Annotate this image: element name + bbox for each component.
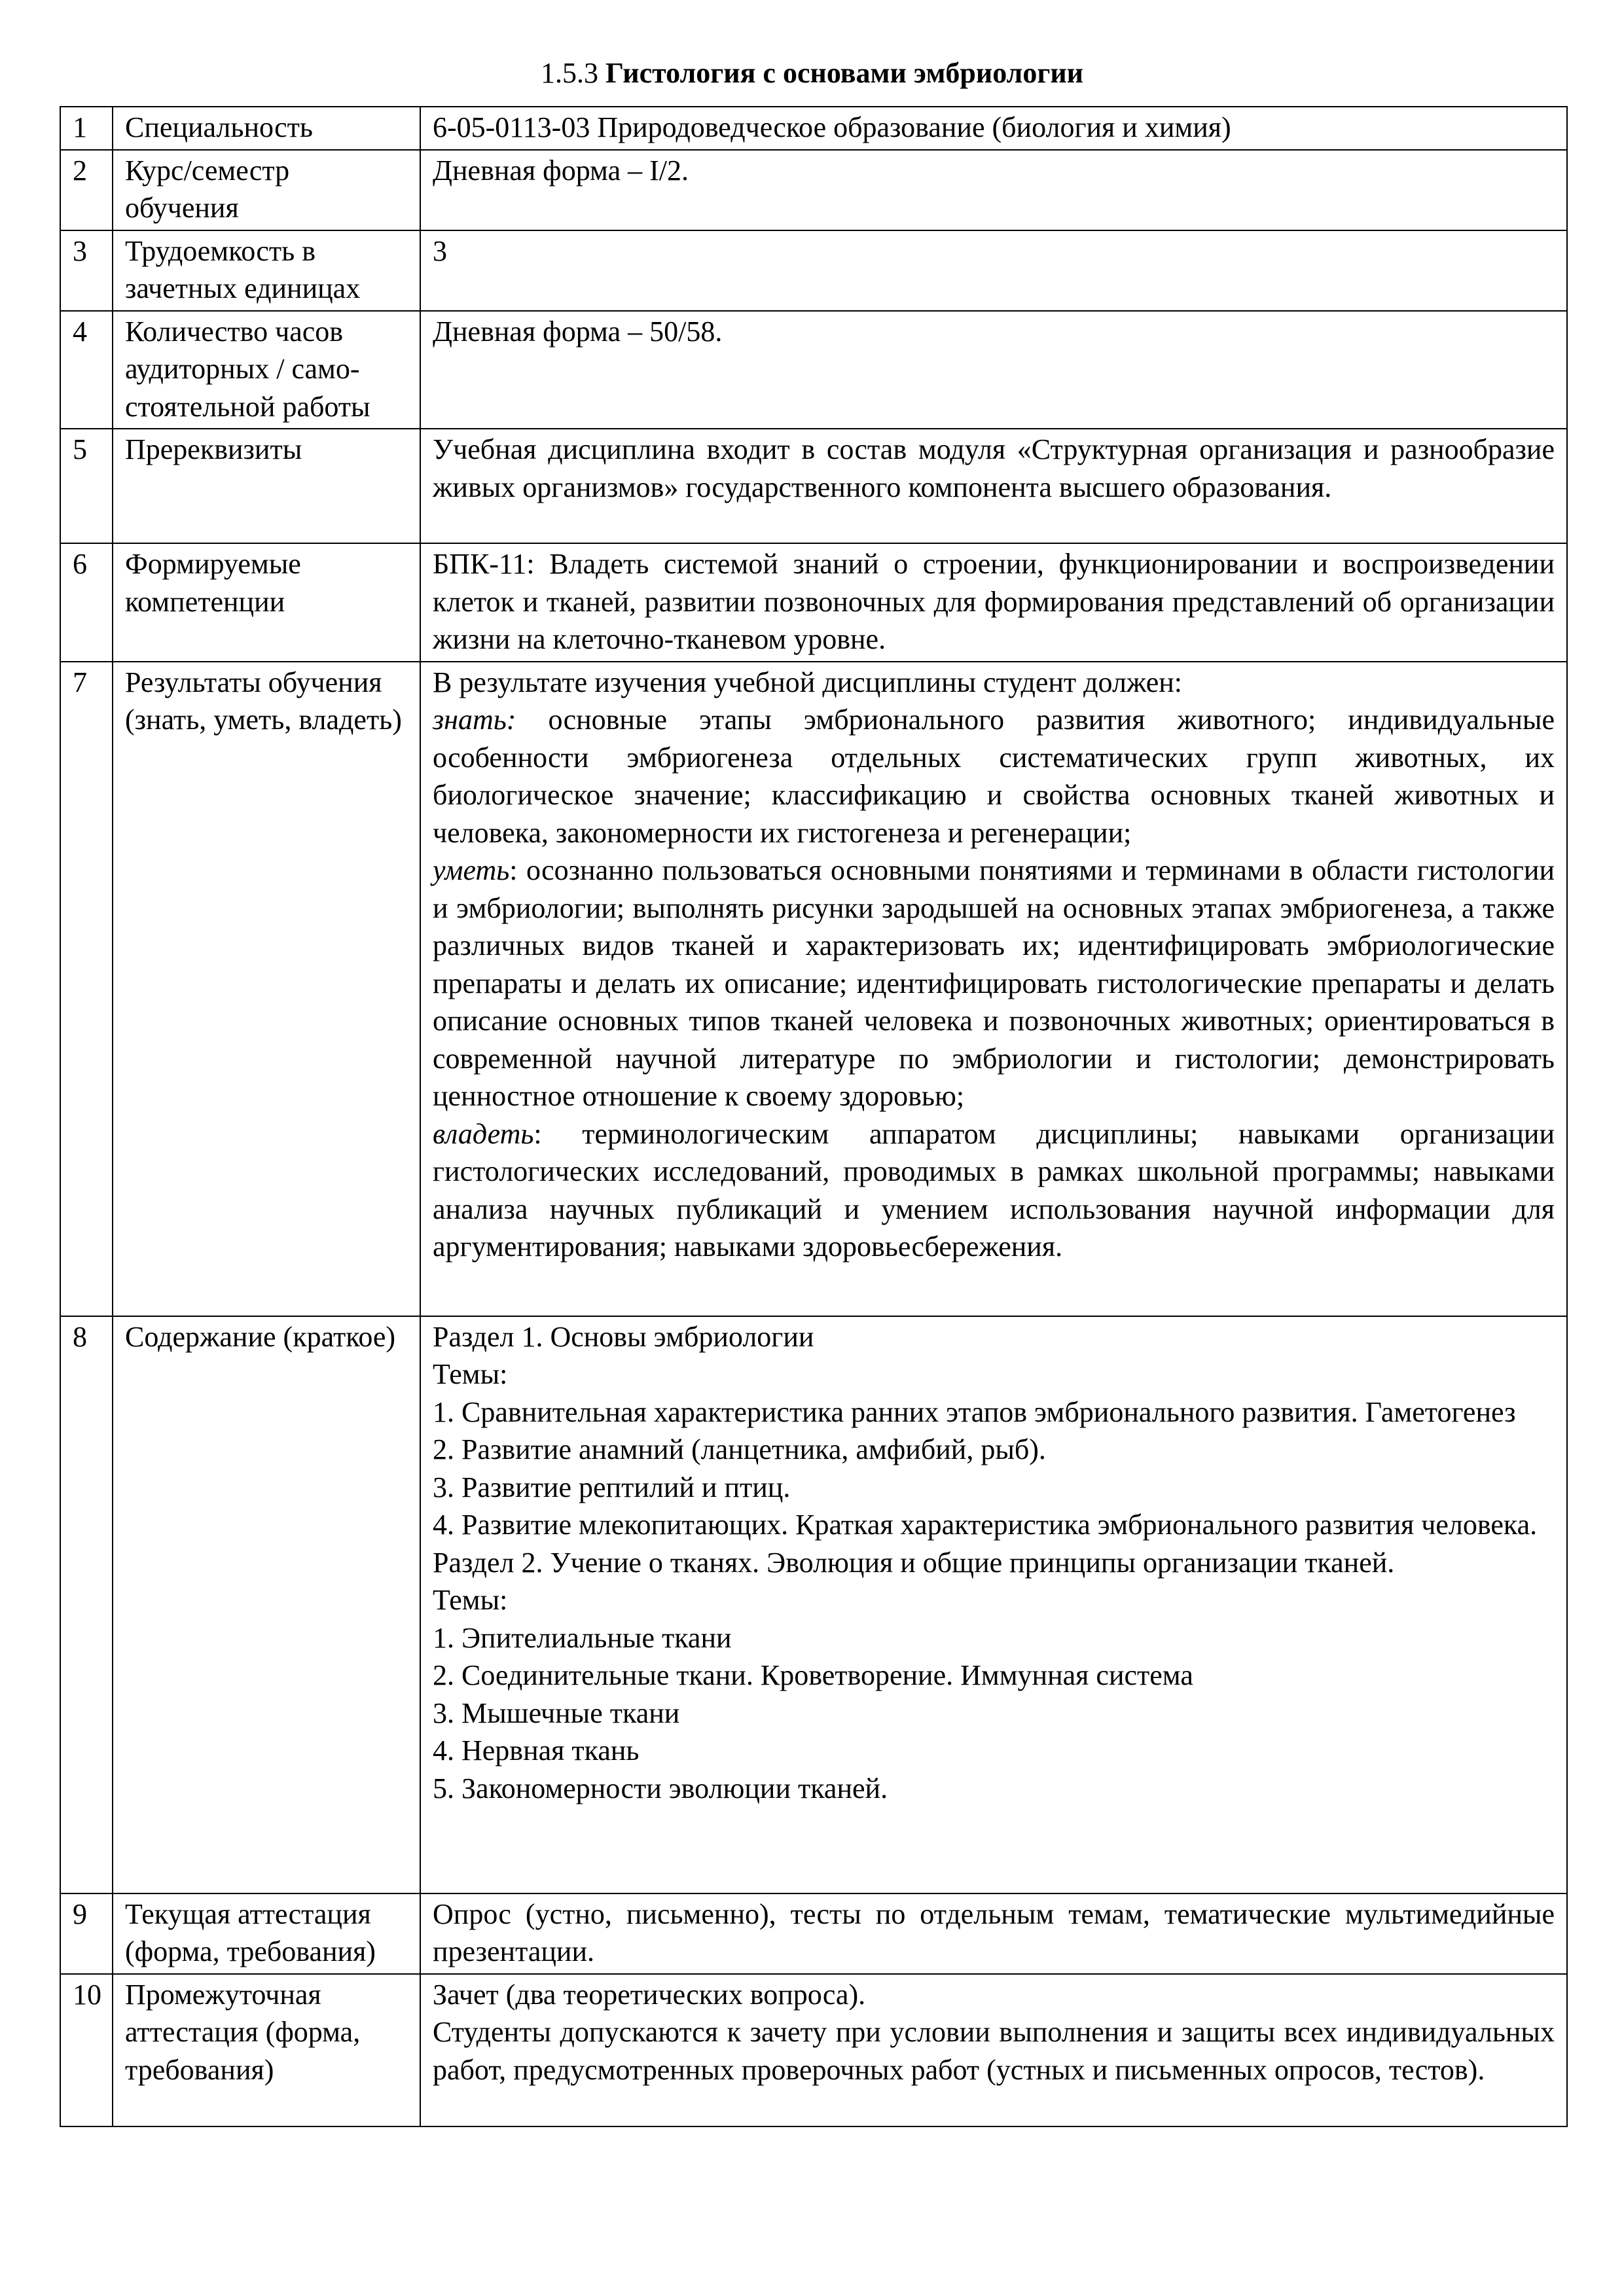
attestation-requirements: Студенты допускаются к зачету при условии выполнения и защиты всех индивидуальных работ, предусмотренных проверочных работ (устных и письменных опросов, тестов). — [433, 2016, 1555, 2086]
theme-item: 4. Развитие млекопитающих. Краткая характеристика эмбрионального развития человека. — [433, 1509, 1538, 1541]
learning-outcomes — [420, 662, 1567, 1316]
outcome-know-text: основные этапы эмбрионального развития животного; индивидуальные особенности эмбриогенеза отдельных систематических групп животных, их биологическое значение; классификацию и свойства основных тканей животных и человека, закономерности их гистогенеза и регенерации; — [433, 704, 1555, 849]
theme-item: 1. Сравнительная характеристика ранних этапов эмбрионального развития. Гаметогенез — [433, 1395, 1516, 1428]
section-name: Гистология с основами эмбриологии — [605, 57, 1084, 89]
row-number: 5 — [60, 429, 113, 543]
table-row — [60, 543, 1567, 662]
table-row — [60, 150, 1567, 230]
row-label: Количество часов аудиторных / само-стоятельной работы — [113, 311, 420, 429]
table-row — [60, 429, 1567, 543]
row-number: 6 — [60, 543, 113, 662]
row-number: 9 — [60, 1893, 113, 1974]
outcome-can-term: уметь — [433, 854, 510, 886]
interim-attestation — [420, 1974, 1567, 2126]
table-row — [60, 230, 1567, 311]
outcome-own — [433, 1115, 1555, 1266]
row-label: Формируемые компетенции — [113, 543, 420, 662]
row-number: 2 — [60, 150, 113, 230]
table-row — [60, 1893, 1567, 1974]
row-value: БПК-11: Владеть системой знаний о строении, функционировании и воспроизведении клеток и тканей, развитии позвоночных для формирования представлений об организации жизни на клеточно-тканевом уровне. — [420, 543, 1567, 662]
outcome-can — [433, 852, 1555, 1115]
theme-item: 2. Соединительные ткани. Кроветворение. Иммунная система — [433, 1659, 1193, 1691]
row-number: 3 — [60, 230, 113, 311]
row-label: Содержание (краткое) — [113, 1316, 420, 1893]
row-number: 10 — [60, 1974, 113, 2126]
row-value: 3 — [420, 230, 1567, 311]
outcome-know — [433, 701, 1555, 852]
row-label: Текущая аттестация (форма, требования) — [113, 1893, 420, 1974]
page-title — [0, 54, 1624, 93]
outcome-own-text: : терминологическим аппаратом дисциплины; навыками организации гистологических исследований, проводимых в рамках школьной программы; навыками анализа научных публикаций и умением использования научной информации для аргументирования; навыками здоровьесбережения. — [433, 1117, 1555, 1263]
row-value: Опрос (устно, письменно), тесты по отдельным темам, тематические мультимедийные презентации. — [420, 1893, 1567, 1974]
row-number: 4 — [60, 311, 113, 429]
row-value: Дневная форма – I/2. — [420, 150, 1567, 230]
row-label: Результаты обучения (знать, уметь, владеть) — [113, 662, 420, 1316]
row-value: Дневная форма – 50/58. — [420, 311, 1567, 429]
outcome-can-text: : осознанно пользоваться основными понятиями и терминами в области гистологии и эмбриологии; выполнять рисунки зародышей на основных этапах эмбриогенеза, а также различных видов тканей и характеризовать их; идентифицировать эмбриологические препараты и делать их описание; идентифицировать гистологические препараты и делать описание основных типов тканей человека и позвоночных животных; ориентироваться в современной научной литературе по эмбриологии и гистологии; демонстрировать ценностное отношение к своему здоровью; — [433, 854, 1555, 1112]
row-label: Курс/семестр обучения — [113, 150, 420, 230]
themes-label: Темы: — [433, 1584, 508, 1616]
row-value: 6-05-0113-03 Природоведческое образование (биология и химия) — [420, 107, 1567, 150]
row-label: Специальность — [113, 107, 420, 150]
table-row — [60, 311, 1567, 429]
content-summary — [420, 1316, 1567, 1893]
section-number: 1.5.3 — [540, 57, 598, 89]
attestation-form: Зачет (два теоретических вопроса). — [433, 1978, 866, 2011]
theme-item: 3. Мышечные ткани — [433, 1696, 680, 1729]
table-row — [60, 662, 1567, 1316]
theme-item: 3. Развитие рептилий и птиц. — [433, 1471, 791, 1503]
discipline-table — [60, 106, 1568, 2127]
outcome-know-term: знать: — [433, 704, 516, 736]
row-number: 8 — [60, 1316, 113, 1893]
outcomes-intro: В результате изучения учебной дисциплины студент должен: — [433, 666, 1183, 698]
row-number: 1 — [60, 107, 113, 150]
row-value: Учебная дисциплина входит в состав модуля «Структурная организация и разнообразие живых организмов» государственного компонента высшего образования. — [420, 429, 1567, 543]
row-label: Трудоемкость в зачетных единицах — [113, 230, 420, 311]
row-number: 7 — [60, 662, 113, 1316]
theme-item: 1. Эпителиальные ткани — [433, 1621, 732, 1654]
themes-label: Темы: — [433, 1358, 508, 1390]
table-row — [60, 107, 1567, 150]
outcome-own-term: владеть — [433, 1117, 534, 1150]
row-label: Промежуточная аттестация (форма, требования) — [113, 1974, 420, 2126]
theme-item: 5. Закономерности эволюции тканей. — [433, 1772, 888, 1804]
theme-item: 2. Развитие анамний (ланцетника, амфибий, рыб). — [433, 1433, 1046, 1465]
theme-item: 4. Нервная ткань — [433, 1734, 640, 1767]
section-heading: Раздел 2. Учение о тканях. Эволюция и общие принципы организации тканей. — [433, 1546, 1395, 1579]
table-row — [60, 1316, 1567, 1893]
table-row — [60, 1974, 1567, 2126]
row-label: Пререквизиты — [113, 429, 420, 543]
section-heading: Раздел 1. Основы эмбриологии — [433, 1320, 814, 1353]
